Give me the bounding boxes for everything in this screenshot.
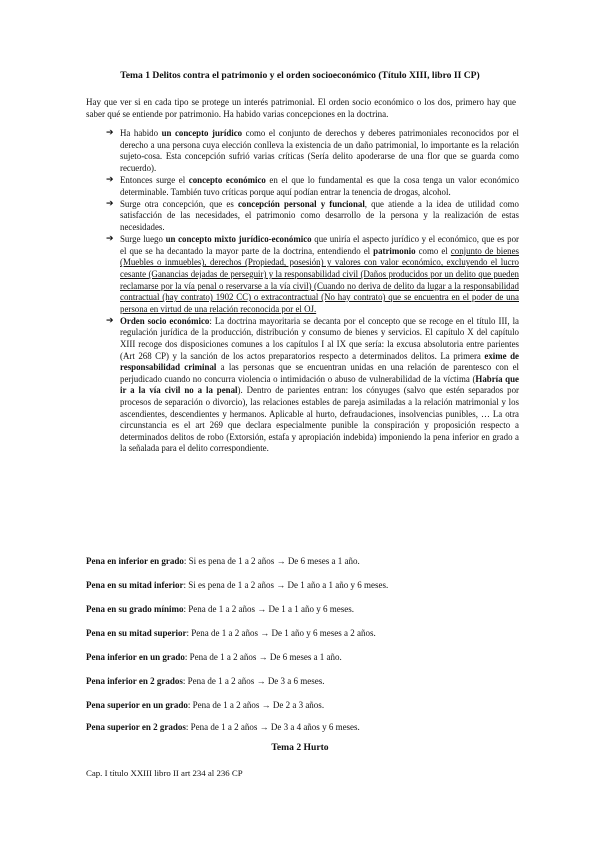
- list-item-text: Entonces surge el: [120, 174, 189, 185]
- pena-label: Pena superior en 2 grados: [86, 722, 186, 732]
- list-item-text: que uniría el aspecto jurídico y el económico, que es por el que se ha decantado la mayor parte de la doctrina, entendiendo el: [120, 234, 519, 256]
- list-item-term: concepto económico: [188, 174, 266, 185]
- pena-line: [86, 628, 526, 640]
- pena-label: Pena en su grado mínimo: [86, 604, 184, 614]
- pena-text: : Pena de 1 a 2 años: [183, 604, 258, 614]
- list-item-text: Ha habido: [120, 128, 162, 138]
- pena-text: : Si es pena de 1 a 2 años: [183, 556, 277, 566]
- pena-text: : Pena de 1 a 2 años: [184, 652, 259, 662]
- list-item-term: Habría que ir a la vía civil no a la penal: [120, 373, 519, 396]
- pena-result: De 2 a 3 años.: [270, 700, 325, 710]
- list-item-term: Orden socio económico: [120, 315, 210, 326]
- pena-text: : Pena de 1 a 2 años: [186, 628, 261, 638]
- pena-line: [86, 700, 526, 712]
- list-item-text: en el que lo fundamental es que la cosa tenga un valor económico determinable. También tuvo críticas porque aquí podían entrar la tenencia de drogas, alcohol.: [120, 174, 520, 197]
- arrow-right-icon: →: [256, 676, 266, 686]
- list-item-text: como el: [415, 245, 451, 256]
- pena-result: De 1 a 1 año y 6 meses.: [266, 604, 354, 614]
- pena-label: Pena superior en un grado: [86, 700, 188, 710]
- pena-result: De 6 meses a 1 año.: [267, 652, 342, 662]
- arrow-right-icon: ➔: [106, 198, 114, 209]
- arrow-right-icon: ➔: [106, 174, 114, 185]
- section-title-tema-2: Tema 2 Hurto: [271, 742, 329, 753]
- pena-line: [86, 676, 526, 688]
- arrow-right-icon: →: [259, 722, 269, 732]
- pena-result: De 1 año y 6 meses a 2 años.: [269, 628, 376, 638]
- list-item-term: patrimonio: [373, 245, 416, 256]
- list-item-text: , que atiende a la idea de utilidad como satisfacción de las necesidades, el patrimonio como desarrollo de la persona y la realización de estas necesidades.: [120, 198, 519, 232]
- arrow-right-icon: ➔: [106, 234, 114, 245]
- list-item: [106, 128, 519, 174]
- list-item-text: como el conjunto de derechos y deberes patrimoniales reconocidos por el derecho a una persona cuya elección conlleva la existencia de un daño patrimonial, lo importante es la relación sujeto-cosa. Esta concepción sufrió varias críticas (Sería delito apoderarse de una flor que se guarda como recuerdo).: [120, 128, 519, 173]
- pena-text: : Pena de 1 a 2 años: [182, 676, 257, 686]
- pena-result: De 3 a 6 meses.: [265, 676, 325, 686]
- arrow-right-icon: →: [260, 628, 270, 638]
- list-item-term: concepción personal y funcional: [237, 198, 365, 209]
- arrow-right-icon: ➔: [106, 315, 114, 326]
- pena-result: De 3 a 4 años y 6 meses.: [268, 722, 360, 732]
- arrow-right-icon: ➔: [106, 128, 114, 138]
- list-item-text: Surge otra concepción, que es: [120, 198, 238, 209]
- pena-label: Pena en inferior en grado: [86, 556, 184, 566]
- list-item-text: ). Dentro de parientes entran: los cónyuges (salvo que estén separados por procesos de separación o divorcio), las relaciones estables de pareja asimiladas a la relación matrimonial y los ascendientes, descendientes y hermanos. Aplicable al hurto, defraudaciones, insolvencias punibles, … La otra circunstancia es el art 269 que declara especialmente punible la conspiración y proposición respecto a determinados delitos de robo (Extorsión, estafa y apropiación indebida) imponiendo la pena inferior en grado a la señalada para el delito correspondiente.: [120, 385, 519, 454]
- pena-label: Pena en su mitad inferior: [86, 580, 184, 590]
- pena-text: : Pena de 1 a 2 años: [187, 700, 262, 710]
- pena-result: De 6 meses a 1 año.: [285, 556, 360, 566]
- pena-result: De 1 año a 1 año y 6 meses.: [285, 580, 389, 590]
- list-item: [106, 316, 519, 455]
- list-item-text: : La doctrina mayoritaria se decanta por el concepto que se recoge en el título III, la regulación jurídica de la producción, distribución y consumo de bienes y servicios. El capítulo X del capítulo XIII recoge dos disposiciones comunes a los capítulos I al IX que sería: la excusa absolutoria entre parientes (Art 268 CP) y la sanción de los actos preparatorios respecto a determinados delitos. La primera: [120, 315, 519, 361]
- chapter-reference: Cap. I título XXIII libro II art 234 al 236 CP: [86, 768, 243, 778]
- list-item-term: exime de responsabilidad criminal: [120, 350, 519, 373]
- intro-paragraph: Hay que ver si en cada tipo se protege un interés patrimonial. El orden socio económico o los dos, primero hay que saber qué se entiende por patrimonio. Ha habido varias concepciones en la doctrina.: [86, 97, 516, 119]
- list-item: [106, 234, 519, 315]
- pena-text: : Si es pena de 1 a 2 años: [183, 580, 277, 590]
- arrow-right-icon: →: [276, 580, 286, 590]
- list-item: [106, 199, 519, 234]
- pena-label: Pena inferior en 2 grados: [86, 676, 183, 686]
- pena-line: [86, 580, 526, 592]
- list-item-term: un concepto mixto jurídico-económico: [165, 234, 312, 245]
- list-item-term: un concepto jurídico: [161, 128, 243, 138]
- pena-label: Pena inferior en un grado: [86, 652, 185, 662]
- page-title: Tema 1 Delitos contra el patrimonio y el orden socioeconómico (Título XIII, libro II CP): [120, 70, 480, 81]
- pena-line: [86, 556, 526, 568]
- arrow-right-icon: →: [258, 652, 268, 662]
- pena-line: [86, 604, 526, 616]
- pena-line: [86, 652, 526, 664]
- list-item: [106, 175, 519, 198]
- arrow-right-icon: →: [257, 604, 267, 614]
- underlined-definition: conjunto de bienes (Muebles o inmuebles), derechos (Propiedad, posesión) y valores con valor económico, excluyendo el lucro cesante (Ganancias dejadas de perseguir) y la responsabilidad civil (Daños producidos por un delito que pueden reclamarse por la vía penal o reservarse a la vía civil) (Cuando no deriva de delito da lugar a la responsabilidad contractual (hay contrato) 1902 CC) o extracontractual (No hay contrato) que se encuentra en el poder de una persona en virtud de una relación reconocida por el OJ.: [120, 245, 520, 314]
- pena-text: : Pena de 1 a 2 años: [185, 722, 260, 732]
- concept-list: [106, 128, 519, 456]
- arrow-right-icon: →: [276, 556, 286, 566]
- pena-label: Pena en su mitad superior: [86, 628, 187, 638]
- list-item-text: Surge luego: [120, 234, 166, 245]
- list-item-text: a las personas que se encuentran unidas en una relación de parentesco con el perjudicado cuando no concurra violencia o intimidación o abuso de vulnerabilidad de la víctima (: [120, 362, 519, 384]
- arrow-right-icon: →: [261, 700, 271, 710]
- pena-line: [86, 722, 526, 734]
